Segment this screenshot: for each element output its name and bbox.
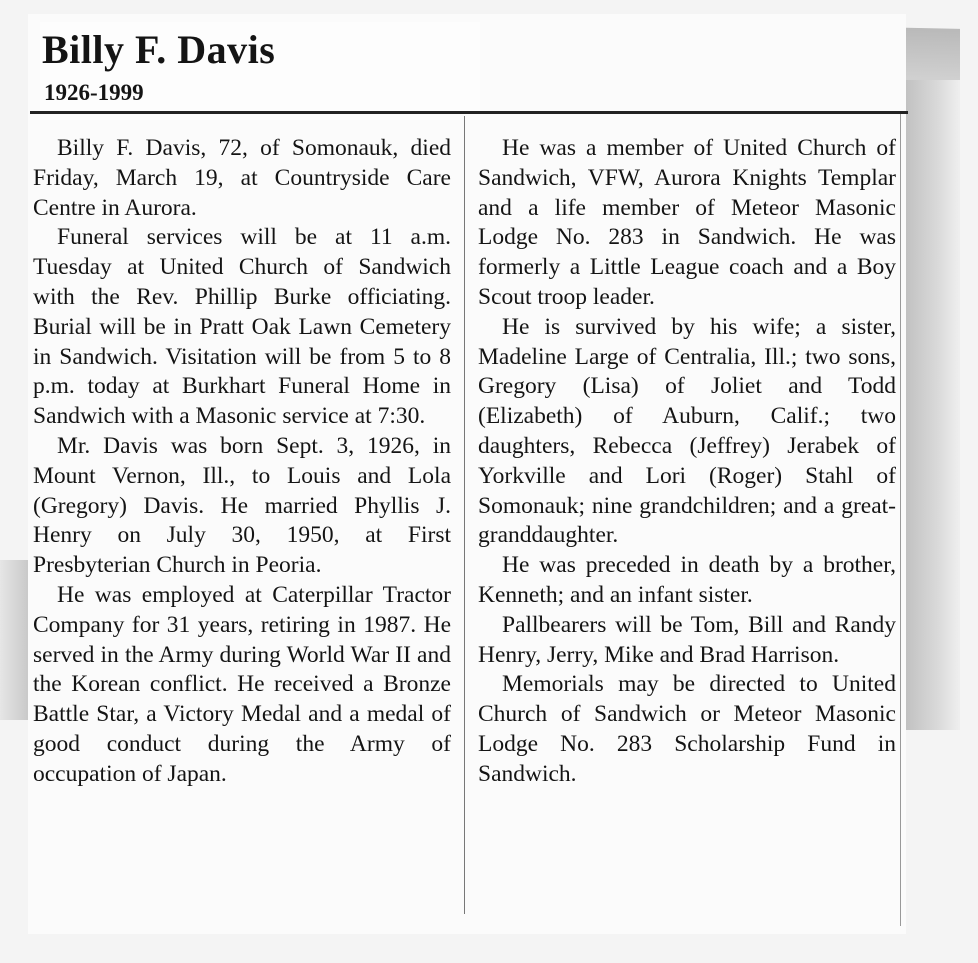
obituary-years: 1926-1999 — [44, 80, 144, 105]
obituary-name: Billy F. Davis — [42, 27, 276, 72]
paragraph: He was employed at Caterpillar Tractor Company for 31 years, retiring in 1987. He served in the Army during World War II and the Korean conflict. He received a Bronze Battle Star, a Victory Medal and a medal of good conduct during the Army of occupation of Japan. — [33, 581, 451, 787]
column-divider — [464, 116, 465, 914]
paragraph: He is survived by his wife; a sister, Madeline Large of Centralia, Ill.; two sons, Gregory (Lisa) of Joliet and Todd (Elizabeth) of Auburn, Calif.; two daughters, Rebecca (Jeffrey) Jerabek of Yorkville and Lori (Roger) Stahl of Somonauk; nine grandchildren; and a great-granddaughter. — [478, 313, 896, 549]
paragraph: Funeral services will be at 11 a.m. Tuesday at United Church of Sandwich with the Rev. Phillip Burke officiating. Burial will be in Pratt Oak Lawn Cemetery in Sandwich. Visitation will be from 5 to 8 p.m. today at Burkhart Funeral Home in Sandwich with a Masonic service at 7:30. — [33, 224, 451, 430]
scan-shadow-left — [0, 560, 28, 720]
paragraph: Billy F. Davis, 72, of Somonauk, died Friday, March 19, at Countryside Care Centre in Aurora. — [33, 135, 451, 221]
paragraph: Memorials may be directed to United Church of Sandwich or Meteor Masonic Lodge No. 283 Scholarship Fund in Sandwich. — [478, 671, 896, 787]
paragraph: Mr. Davis was born Sept. 3, 1926, in Mount Vernon, Ill., to Louis and Lola (Gregory) Davis. He married Phyllis J. Henry on July 30, 1950, at First Presbyterian Church in Peoria. — [33, 432, 451, 579]
right-column — [478, 134, 896, 790]
paragraph: He was a member of United Church of Sandwich, VFW, Aurora Knights Templar and a life member of Meteor Masonic Lodge No. 283 in Sandwich. He was formerly a Little League coach and a Boy Scout troop leader. — [478, 135, 896, 310]
left-column — [33, 134, 451, 790]
paragraph: Pallbearers will be Tom, Bill and Randy Henry, Jerry, Mike and Brad Harrison. — [478, 611, 896, 668]
scan-shadow-right — [900, 80, 960, 730]
paragraph: He was preceded in death by a brother, Kenneth; and an infant sister. — [478, 552, 896, 608]
